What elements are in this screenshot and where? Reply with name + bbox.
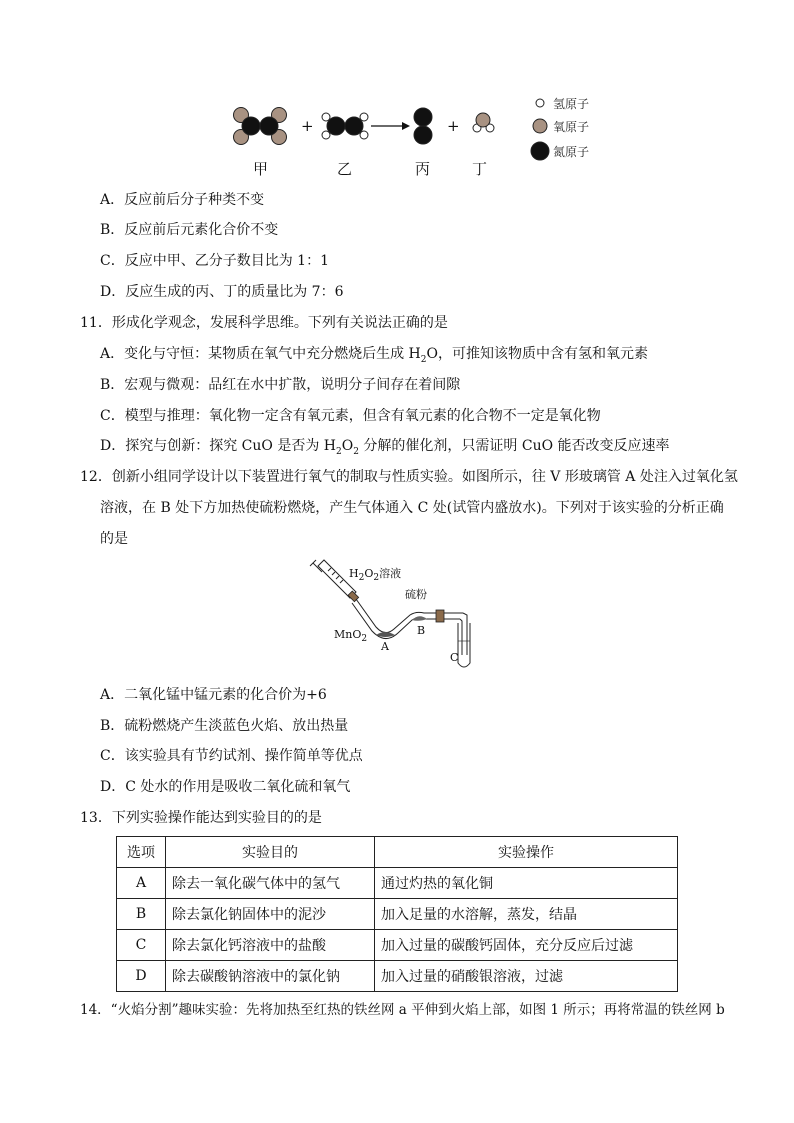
- table-cell: 除去氯化钠固体中的泥沙: [166, 899, 375, 930]
- table-cell: 加入过量的硝酸银溶液，过滤: [375, 961, 678, 992]
- table-cell: 除去碳酸钠溶液中的氯化钠: [166, 961, 375, 992]
- table-cell: 除去一氧化碳气体中的氢气: [166, 868, 375, 899]
- label-jia: 甲: [253, 160, 269, 178]
- q11-option-a: A．变化与守恒：某物质在氧气中充分燃烧后生成 $H_2O$，可推知该物质中含有氢和氧元素: [100, 346, 648, 365]
- q12-option-c: C．该实验具有节约试剂、操作简单等优点: [100, 748, 363, 764]
- sulfur-label: 硫粉: [405, 588, 427, 601]
- table-row: [117, 868, 678, 899]
- label-yi: 乙: [337, 160, 353, 178]
- table-cell: B: [117, 899, 166, 930]
- label-bing: 丙: [415, 160, 431, 178]
- label-c: C: [450, 651, 459, 664]
- table-cell: 加入足量的水溶解，蒸发，结晶: [375, 899, 678, 930]
- q12-option-b: B．硫粉燃烧产生淡蓝色火焰、放出热量: [100, 718, 349, 734]
- table-cell: C: [117, 930, 166, 961]
- legend-nitrogen: 氮原子: [553, 145, 590, 159]
- molecule-bing: [414, 108, 432, 144]
- q12-stem-line1: 12．创新小组同学设计以下装置进行氧气的制取与性质实验。如图所示，往 V 形玻璃管 A 处注入过氧化氢: [80, 469, 738, 485]
- q11-stem: 11．形成化学观念，发展科学思维。下列有关说法正确的是: [80, 315, 448, 331]
- v-shaped-tube: [352, 599, 467, 655]
- q11-option-c: C．模型与推理：氧化物一定含有氧元素，但含有氧元素的化合物不一定是氧化物: [100, 408, 601, 424]
- legend-oxygen: 氧原子: [553, 120, 590, 134]
- label-a: A: [381, 640, 389, 653]
- table-header-row: [117, 837, 678, 868]
- table-row: [117, 899, 678, 930]
- q12-option-a: A．二氧化锰中锰元素的化合价为+6: [100, 687, 327, 703]
- molecule-yi: [322, 113, 368, 139]
- reaction-arrow: [371, 122, 410, 130]
- q14-stem: 14．“火焰分割”趣味实验：先将加热至红热的铁丝网 a 平伸到火焰上部，如图 1 所示；再将常温的铁丝网 b: [80, 1002, 725, 1018]
- legend-hydrogen: 氢原子: [553, 97, 590, 111]
- molecule-jia: [234, 108, 287, 145]
- table-header: 实验目的: [166, 837, 375, 868]
- q13-table: [116, 836, 678, 992]
- q10-option-b: B．反应前后元素化合价不变: [100, 222, 279, 238]
- table-row: [117, 961, 678, 992]
- label-ding: 丁: [472, 160, 488, 178]
- test-tube-c: [458, 623, 470, 667]
- table-header: 实验操作: [375, 837, 678, 868]
- q10-option-c: C．反应中甲、乙分子数目比为 1：1: [100, 253, 329, 269]
- table-cell: 加入过量的碳酸钙固体，充分反应后过滤: [375, 930, 678, 961]
- tube-connector: [436, 610, 444, 622]
- q10-option-d: D．反应生成的丙、丁的质量比为 7：6: [100, 284, 344, 300]
- q12-stem-line3: 的是: [100, 531, 128, 547]
- mno2-label: MnO$_2$: [334, 628, 368, 645]
- table-cell: D: [117, 961, 166, 992]
- reaction-figure: [0, 0, 794, 190]
- sulfur-powder: [412, 616, 427, 621]
- table-row: [117, 930, 678, 961]
- molecule-ding: [473, 113, 494, 132]
- table-cell: 除去氯化钙溶液中的盐酸: [166, 930, 375, 961]
- label-b: B: [417, 624, 426, 637]
- q12-option-d: D．C 处水的作用是吸收二氧化硫和氧气: [100, 779, 351, 795]
- plus-sign: +: [447, 117, 460, 135]
- h2o2-label: $H_2O_2$溶液: [349, 567, 402, 584]
- table-cell: A: [117, 868, 166, 899]
- q11-option-d: D．探究与创新：探究 CuO 是否为 $H_2O_2$ 分解的催化剂，只需证明 CuO 能否改变反应速率: [100, 438, 670, 457]
- q11-option-b: B．宏观与微观：品红在水中扩散，说明分子间存在着间隙: [100, 377, 461, 393]
- table-cell: 通过灼热的氧化铜: [375, 868, 678, 899]
- legend-atoms: [531, 99, 549, 160]
- q13-stem: 13．下列实验操作能达到实验目的的是: [80, 810, 322, 826]
- q10-option-a: A．反应前后分子种类不变: [100, 192, 265, 208]
- q12-stem-line2: 溶液，在 B 处下方加热使硫粉燃烧，产生气体通入 C 处(试管内盛放水)。下列对于该实验的分析正确: [100, 500, 724, 516]
- table-header: 选项: [117, 837, 166, 868]
- plus-sign: +: [301, 117, 314, 135]
